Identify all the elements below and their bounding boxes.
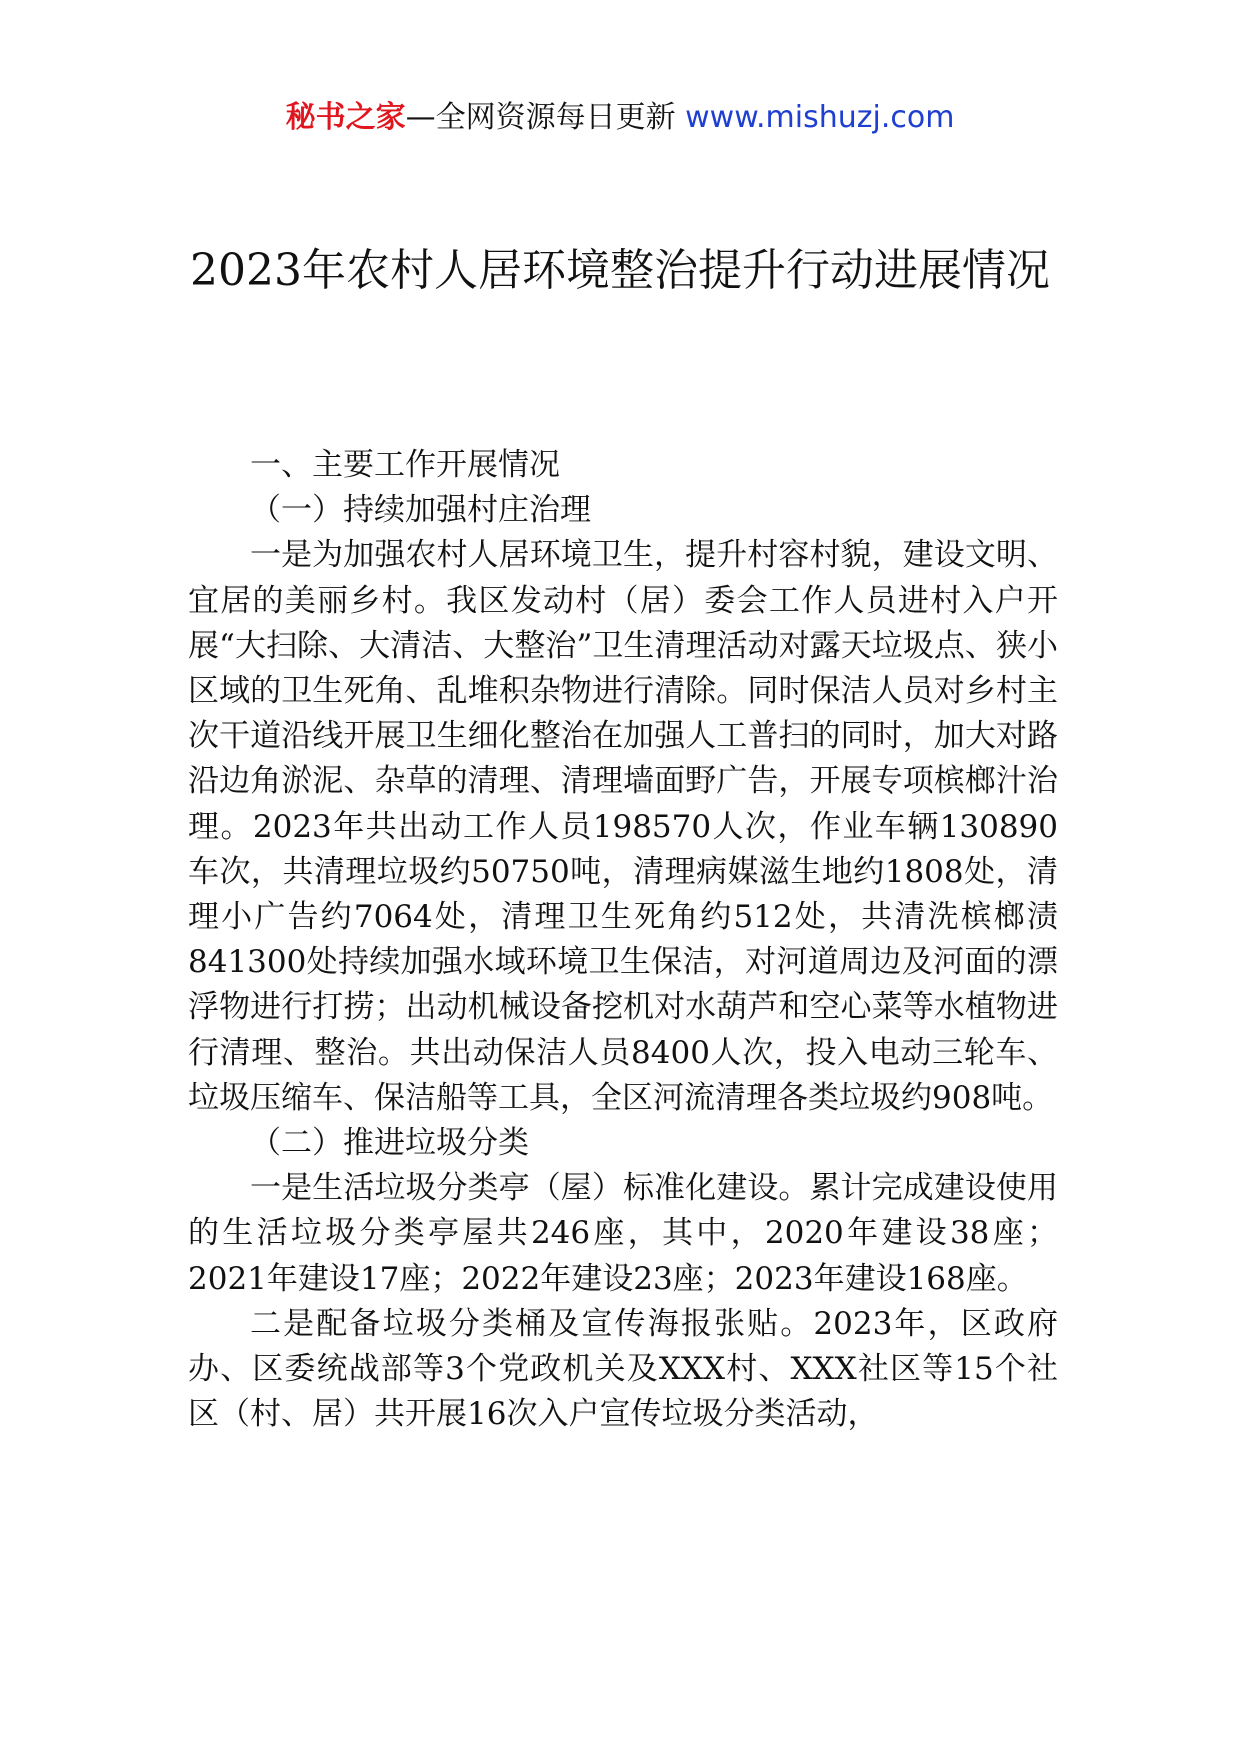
paragraph-village-governance: 一是为加强农村人居环境卫生，提升村容村貌，建设文明、宜居的美丽乡村。我区发动村（居）委会工作人员进村入户开展“大扫除、大清洁、大整治”卫生清理活动对露天垃圾点、狭小区域的卫生死角、乱堆积杂物进行清除。同时保洁人员对乡村主次干道沿线开展卫生细化整治在加强人工普扫的同时，加大对路沿边角淤泥、杂草的清理、清理墙面野广告，开展专项槟榔汁治理。2023年共出动工作人员198570人次，作业车辆130890车次，共清理垃圾约50750吨，清理病媒滋生地约1808处，清理小广告约7064处，清理卫生死角约512处，共清洗槟榔渍841300处持续加强水域环境卫生保洁，对河道周边及河面的漂浮物进行打捞；出动机械设备挖机对水葫芦和空心菜等水植物进行清理、整治。共出动保洁人员8400人次，投入电动三轮车、垃圾压缩车、保洁船等工具，全区河流清理各类垃圾约908吨。	[188, 537, 1058, 1116]
paragraph-sorting-bins-posters: 二是配备垃圾分类桶及宣传海报张贴。2023年，区政府办、区委统战部等3个党政机关及XXX村、XXX社区等15个社区（村、居）共开展16次入户宣传垃圾分类活动，	[188, 1305, 1058, 1433]
paragraph-sorting-kiosks: 一是生活垃圾分类亭（屋）标准化建设。累计完成建设使用的生活垃圾分类亭屋共246座，其中，2020年建设38座；2021年建设17座；2022年建设23座；2023年建设168座。	[188, 1170, 1058, 1297]
document-title: 2023年农村人居环境整治提升行动进展情况	[190, 245, 1050, 296]
subsection-heading-waste-sorting: （二）推进垃圾分类	[250, 1125, 529, 1162]
site-brand: 秘书之家	[285, 100, 406, 135]
site-url-link[interactable]: www.mishuzj.com	[685, 100, 955, 135]
section-heading-main-work: 一、主要工作开展情况	[250, 447, 560, 483]
site-slogan: —全网资源每日更新	[405, 100, 686, 135]
document-body	[188, 443, 1058, 1437]
site-header	[0, 96, 1240, 140]
subsection-heading-village-governance: （一）持续加强村庄治理	[250, 492, 591, 529]
